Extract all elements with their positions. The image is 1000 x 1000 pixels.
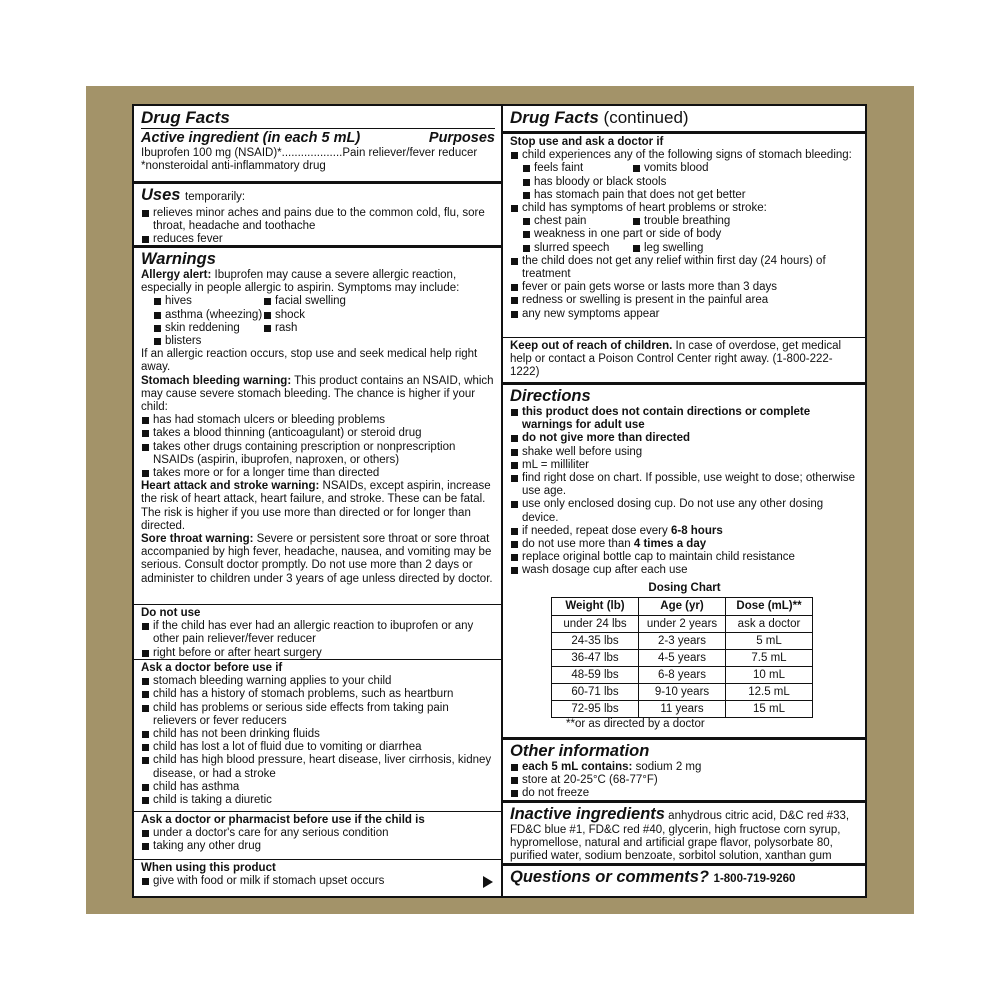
drug-facts-label: Drug Facts: [510, 108, 599, 127]
active-ingredient-header: [141, 130, 495, 147]
list-item: any new symptoms appear: [510, 308, 859, 321]
stomach-warning: [141, 375, 495, 415]
table-cell: 6-8 years: [639, 666, 726, 683]
keep-out-text: [510, 340, 859, 380]
repeat-text: if needed, repeat dose every: [522, 524, 671, 537]
list-item: do not give more than directed: [510, 432, 859, 445]
list-item: has stomach pain that does not get better: [522, 189, 859, 202]
list-item: taking any other drug: [141, 840, 495, 853]
ask-doctor-section: [134, 660, 501, 812]
table-footnote: **or as directed by a doctor: [566, 717, 705, 730]
list-item: trouble breathing: [632, 215, 782, 228]
questions-section: [503, 866, 865, 896]
table-cell: 48-59 lbs: [552, 666, 639, 683]
repeat-interval: 6-8 hours: [670, 524, 723, 537]
table-cell: 11 years: [639, 700, 726, 717]
allergy-text: Ibuprofen may cause a severe allergic reaction, especially in people allergic to aspirin. Symptoms may include:: [141, 269, 460, 295]
table-row: [552, 700, 813, 717]
inactive-ingredients-section: [503, 803, 865, 866]
each-5ml-text: sodium 2 mg: [635, 761, 702, 773]
active-ingredient-line: Ibuprofen 100 mg (NSAID)*...................Pain reliever/fever reducer: [141, 147, 478, 159]
list-item: the child does not get any relief within first day (24 hours) of treatment: [510, 255, 859, 281]
allergy-label: Allergy alert:: [141, 269, 212, 281]
list-item: takes other drugs containing prescription or nonprescription NSAIDs (aspirin, ibuprofen, naproxen, or others): [141, 441, 495, 467]
sore-throat-warning: [141, 533, 495, 586]
list-item: rash: [263, 322, 393, 335]
stomach-text: This product contains an NSAID, which may cause severe stomach bleeding. The chance is higher if your child:: [141, 374, 494, 414]
heart-warning: [141, 480, 495, 533]
list-item: give with food or milk if stomach upset occurs: [141, 875, 495, 888]
stop-use-heading: Stop use and ask a doctor if: [510, 136, 664, 148]
dosing-table: [551, 597, 813, 718]
list-item: child has a history of stomach problems, such as heartburn: [141, 688, 495, 701]
continued-label: (continued): [603, 108, 689, 127]
table-cell: 72-95 lbs: [552, 700, 639, 717]
table-cell: 15 mL: [726, 700, 813, 717]
table-cell: under 24 lbs: [552, 615, 639, 632]
list-item: child has not been drinking fluids: [141, 728, 495, 741]
drug-facts-continued-title: [510, 108, 859, 127]
active-ingredient-note: *nonsteroidal anti-inflammatory drug: [141, 160, 326, 173]
table-cell: 2-3 years: [639, 632, 726, 649]
list-item: child has high blood pressure, heart disease, liver cirrhosis, kidney disease, or had a stroke: [141, 754, 495, 780]
continued-title-section: [503, 106, 865, 134]
list-item: reduces fever: [141, 233, 495, 246]
list-item: slurred speech: [522, 242, 632, 255]
list-item: redness or swelling is present in the painful area: [510, 294, 859, 307]
list-item: weakness in one part or side of body: [522, 228, 859, 241]
list-item: do not freeze: [510, 787, 859, 800]
list-item: has bloody or black stools: [522, 176, 859, 189]
list-item: [510, 525, 859, 538]
stop-use-section: [503, 134, 865, 338]
table-row: [552, 632, 813, 649]
list-item: asthma (wheezing): [153, 309, 263, 322]
list-item: skin reddening: [153, 322, 263, 335]
list-item: this product does not contain directions or complete warnings for adult use: [510, 406, 859, 432]
list-item: use only enclosed dosing cup. Do not use any other dosing device.: [510, 498, 859, 524]
list-item: child is taking a diuretic: [141, 794, 495, 807]
ask-pharmacist-heading: Ask a doctor or pharmacist before use if the child is: [141, 814, 425, 826]
list-item: [510, 538, 859, 551]
table-header: Age (yr): [639, 597, 726, 615]
list-item: takes a blood thinning (anticoagulant) or steroid drug: [141, 427, 495, 440]
other-information-heading: Other information: [510, 742, 650, 760]
list-item: child has lost a lot of fluid due to vomiting or diarrhea: [141, 741, 495, 754]
table-cell: 4-5 years: [639, 649, 726, 666]
list-item: child has symptoms of heart problems or stroke:: [510, 202, 859, 215]
list-item: has had stomach ulcers or bleeding problems: [141, 414, 495, 427]
list-item: child experiences any of the following signs of stomach bleeding:: [510, 149, 859, 162]
list-item: wash dosage cup after each use: [510, 564, 859, 577]
active-ingredient-heading: Active ingredient (in each 5 mL): [141, 130, 361, 146]
right-column: [503, 106, 865, 896]
list-item: leg swelling: [632, 242, 782, 255]
list-item: shock: [263, 309, 393, 322]
stop-bleed-items: [510, 162, 859, 202]
when-using-heading: When using this product: [141, 862, 276, 874]
left-column: [134, 106, 503, 896]
table-header: Dose (mL)**: [726, 597, 813, 615]
questions-heading: Questions or comments?: [510, 868, 709, 886]
list-item: replace original bottle cap to maintain child resistance: [510, 551, 859, 564]
questions-phone: 1-800-719-9260: [713, 873, 796, 885]
table-cell: 12.5 mL: [726, 683, 813, 700]
table-cell: 24-35 lbs: [552, 632, 639, 649]
list-item: store at 20-25°C (68-77°F): [510, 774, 859, 787]
list-item: relieves minor aches and pains due to the common cold, flu, sore throat, headache and toothache: [141, 207, 495, 233]
list-item: child has asthma: [141, 781, 495, 794]
stomach-label: Stomach bleeding warning:: [141, 374, 292, 387]
do-not-use-heading: Do not use: [141, 607, 201, 619]
inactive-ingredients: [510, 805, 859, 864]
list-item: vomits blood: [632, 162, 782, 175]
list-item: feels faint: [522, 162, 632, 175]
stop-heart-items: [510, 215, 859, 255]
table-header-row: [552, 597, 813, 615]
keep-out-body: In case of overdose, get medical help or contact a Poison Control Center right away. (1-800-222-1222): [510, 340, 842, 379]
throat-text: Severe or persistent sore throat or sore throat accompanied by high fever, headache, nausea, and vomiting may be serious. Consult doctor promptly. Do not use more than 2 days or administer to children under 3 years of age unless directed by doctor.: [141, 533, 493, 585]
uses-subheading: temporarily:: [185, 191, 246, 203]
table-row: [552, 649, 813, 666]
purposes-heading: Purposes: [428, 130, 495, 146]
warnings-heading: Warnings: [141, 250, 216, 268]
inactive-ingredients-heading: Inactive ingredients: [510, 805, 665, 823]
inactive-ingredients-text: anhydrous citric acid, D&C red #33, FD&C blue #1, FD&C red #40, glycerin, high fructose corn syrup, hypromellose, natural and artificial grape flavor, polysorbate 80, purified water, sodium benzoate, sorbitol solution, xanthan gum: [510, 810, 850, 863]
table-cell: 60-71 lbs: [552, 683, 639, 700]
list-item: hives: [153, 295, 263, 308]
table-cell: 9-10 years: [639, 683, 726, 700]
keep-out-label: Keep out of reach of children.: [510, 340, 673, 352]
list-item: under a doctor's care for any serious condition: [141, 827, 495, 840]
list-item: takes more or for a longer time than directed: [141, 467, 495, 480]
warnings-section: [134, 248, 501, 605]
directions-heading: Directions: [510, 387, 591, 405]
list-item: child has problems or serious side effects from taking pain relievers or fever reducers: [141, 702, 495, 728]
ask-doctor-heading: Ask a doctor before use if: [141, 662, 283, 674]
list-item: shake well before using: [510, 446, 859, 459]
list-item: blisters: [153, 335, 263, 348]
table-cell: under 2 years: [639, 615, 726, 632]
list-item: fever or pain gets worse or lasts more than 3 days: [510, 281, 859, 294]
continue-arrow-icon: [483, 876, 493, 888]
list-item: if the child has ever had an allergic reaction to ibuprofen or any other pain reliever/fever reducer: [141, 620, 495, 646]
table-row: [552, 683, 813, 700]
directions-section: [503, 385, 865, 740]
table-row: [552, 615, 813, 632]
table-row: [552, 666, 813, 683]
list-item: chest pain: [522, 215, 632, 228]
each-5ml-label: each 5 mL contains:: [522, 761, 633, 773]
when-using-section: [134, 860, 501, 894]
table-header: Weight (lb): [552, 597, 639, 615]
other-information-section: [503, 740, 865, 803]
questions-line: [510, 868, 859, 887]
list-item: find right dose on chart. If possible, use weight to dose; otherwise use age.: [510, 472, 859, 498]
max-text: do not use more than: [522, 538, 634, 551]
allergy-alert: [141, 269, 495, 295]
drug-facts-panel: [132, 104, 867, 898]
ask-pharmacist-section: [134, 812, 501, 860]
max-times: 4 times a day: [633, 538, 707, 551]
list-item: right before or after heart surgery: [141, 647, 495, 660]
active-ingredient-section: [134, 106, 501, 184]
list-item: stomach bleeding warning applies to your child: [141, 675, 495, 688]
keep-out-section: [503, 338, 865, 385]
list-item: [510, 761, 859, 774]
table-cell: 5 mL: [726, 632, 813, 649]
table-cell: 10 mL: [726, 666, 813, 683]
do-not-use-section: [134, 605, 501, 660]
heart-text: NSAIDs, except aspirin, increase the risk of heart attack, heart failure, and stroke. These can be fatal. The risk is higher if you use more than directed or for longer than directed.: [141, 480, 491, 532]
table-cell: ask a doctor: [726, 615, 813, 632]
uses-section: [134, 184, 501, 248]
list-item: facial swelling: [263, 295, 393, 308]
throat-label: Sore throat warning:: [141, 533, 254, 546]
list-item: mL = milliliter: [510, 459, 859, 472]
table-cell: 7.5 mL: [726, 649, 813, 666]
uses-header: [141, 186, 495, 207]
allergy-after: If an allergic reaction occurs, stop use and seek medical help right away.: [141, 348, 478, 374]
table-cell: 36-47 lbs: [552, 649, 639, 666]
heart-label: Heart attack and stroke warning:: [141, 480, 320, 493]
drug-facts-title: Drug Facts: [141, 108, 230, 127]
dosing-chart-title: Dosing Chart: [648, 581, 721, 594]
uses-heading: Uses: [141, 186, 181, 204]
allergy-symptoms: [141, 295, 495, 348]
